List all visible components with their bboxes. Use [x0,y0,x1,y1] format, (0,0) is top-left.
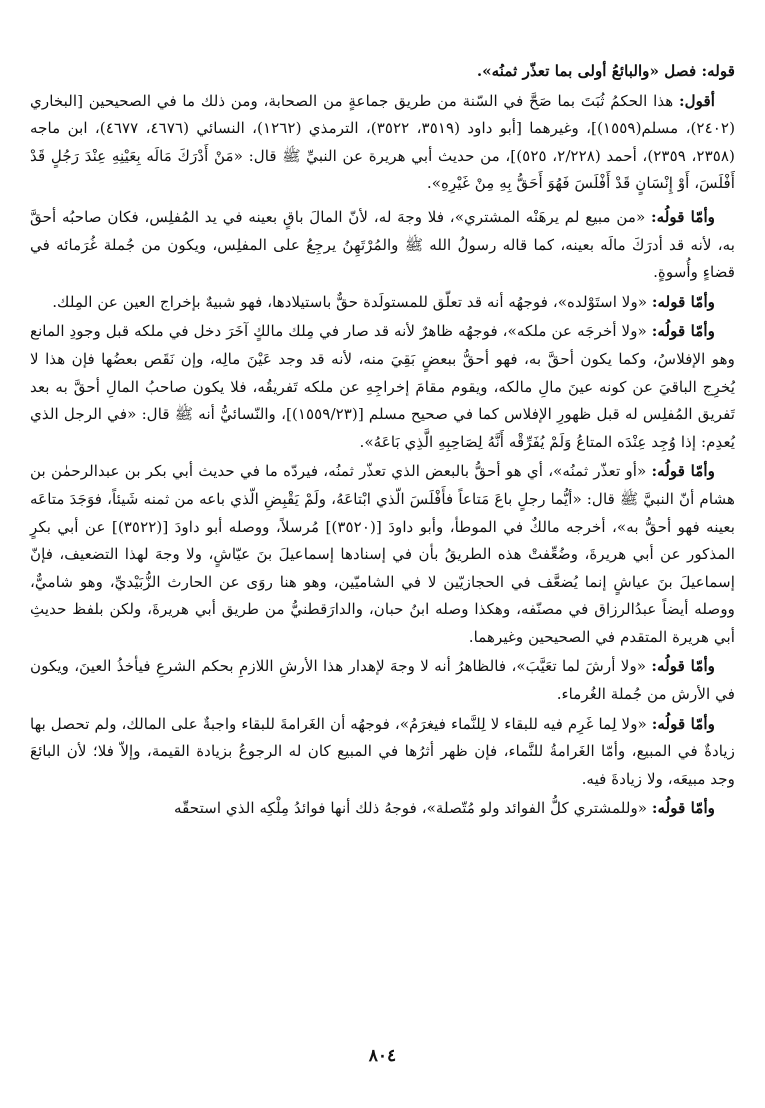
paragraph-4 [30,318,735,456]
paragraph-text: «وللمشتري كلُّ الفوائد ولو مُتّصلة»، فوجهُ ذلك أنها فوائدُ مِلْكِه الذي استحقّه [173,799,652,818]
paragraph-lead: وأمّا قولُه: [651,462,715,481]
paragraph-lead: وأمّا قولُه: [651,657,716,676]
paragraph-heading-line [30,58,735,86]
paragraph-text: «ولا استَوْلده»، فوجهُه أنه قد تعلّق للمستولَدة حقٌّ باستيلادها، فهو شبيهٌ بإخراج العين عن المِلك. [52,292,652,311]
paragraph-text: «ولا أرشَ لما تعَيَّبَ»، فالظاهرُ أنه لا وجهَ لإهدار هذا الأرشِ اللازمِ بحكم الشرعِ فيأخذُ العينَ، ويكون في الأرش من جُملة الغُرماء. [30,657,735,704]
paragraph-lead: أقول: [679,91,715,110]
page-number: ٨٠٤ [368,1046,397,1066]
paragraph-lead: وأمّا قولُه: [651,799,715,818]
paragraph-2 [30,204,735,287]
paragraph-3 [30,289,735,317]
paragraph-text: هذا الحكمُ ثُبَتَ بما صَحَّ في السّنة من طريق جماعةٍ من الصحابة، ومن ذلك ما في الصحيحين [البخاري (٢٤٠٢)، مسلم(١٥٥٩)]، وغيرهما [أبو داود (٣٥١٩، ٣٥٢٢)، الترمذي (١٢٦٢)، النسائي (٤٦٧٦، ٤٦٧٧)، ابن ماجه (٢٣٥٨، ٢٣٥٩)، أحمد (٢/٢٢٨، ٥٢٥)]، من حديث أبي هريرة عن النبيِّ ﷺ قال: «مَنْ أَدْرَكَ مَالَه بِعَيْنِهِ عِنْدَ رَجُلٍ قَدْ أَفْلَسَ، أَوْ إِنْسَانٍ قَدْ أَفْلَسَ فَهُوَ أَحَقُّ بِهِ مِنْ غَيْرِهِ». [30,91,735,193]
paragraph-text: فصل «والبائعُ أولى بما تعذّر ثمنُه». [476,62,702,80]
paragraph-text: «ولا أخرجَه عن ملكه»، فوجهُه ظاهرٌ لأنه قد صار في مِلك مالكٍ آخَرَ دخل في ملكه قبل وجودِ المانع وهو الإفلاسُ، وكما يكون أحقَّ به، فهو أحقُّ ببعضٍ بَقِيَ منه، لأنه قد وجد عَيْنَ مالِه، وإن نَقَص بعضُها فإن هذا لا يُخرِج الباقيَ عن كونه عينَ مالِ مالكه، ويقوم مقامَ إخراجِهِ عن ملكه تَفريقُه، فلا يكون صاحبُ المالِ أحقَّ به بعد تَفريق المُفلِس له قبل ظهورِ الإفلاس كما في صحيح مسلم [(١٥٥٩/٢٣)]، والنّسائيُّ أنه ﷺ قال: «في الرجل الذي يُعدِم: إذا وُجِد عِنْدَه المتاعُ وَلَمْ يُفَرِّقْه أَنَّهُ لِصَاحِبِهِ الَّذِي بَاعَهُ». [30,322,735,451]
paragraph-text: «من مبيع لم يرهَنْه المشتري»، فلا وجهَ له، لأنّ المالَ باقٍ بعينه في يد المُفلِس، فكان صاحبُه أحقَّ به، لأنه قد أدرَكَ مالَه بعينه، كما قاله رسولُ الله ﷺ والمُرْتَهِنُ يرجِعُ على المفلِس، ويكون من جُملة غُرَمائه في قضاءٍ وأُسوةٍ. [30,207,735,282]
paragraph-7 [30,711,735,794]
paragraph-lead: وأمّا قولُه: [651,207,716,226]
paragraph-lead: وأمّا قولُه: [651,322,715,341]
paragraph-text: «ولا لِما غَرِم فيه للبقاء لا لِلنَّماء فيغرَمُ»، فوجهُه أن الغَرامةَ للبقاء واجبةٌ على المالك، ولم تحصل بها زيادةٌ في المبيع، وأمّا الغَرامةُ للنَّماء، فإن ظهر أثرُها في المبيع كان له الرجوعُ بزيادة القيمة، وإلاّ فلا؛ لأن البائعَ وجد مبيعَه، ولا زيادةَ فيه. [30,714,735,788]
paragraph-lead: وأمّا قوله: [651,292,715,311]
paragraph-text: «أو تعذّر ثمنُه»، أي هو أحقُّ بالبعض الذي تعذّر ثمنُه، فيردّه ما في حديث أبي بكر بن عبدالرحمٰن بن هشام أنّ النبيَّ ﷺ قال: «أيُّما رجلٍ باعَ مَتاعاً فأَفْلَسَ الّذي ابْتاعَهُ، ولَمْ يَقْبِضِ الّذي باعه من ثمنه شَيئاً، فوَجَدَ متاعَه بعينه فهو أحقُّ به»، أخرجه مالكٌ في الموطأ، وأبو داودَ [(٣٥٢٠)] مُرسلاً، ووصله أبو داودَ [(٣٥٢٢)] عن أبي بكرٍ المذكور عن أبي هريرةَ، وضُعِّفتْ هذه الطريقُ بأن في إسنادها إسماعيلَ بنَ عيّاشٍ، ولا وجهَ لهذا التضعيف، فإنّ إسماعيلَ بنَ عياشٍ إنما يُضعَّف في الحجازيّين لا في الشاميّين، وهو هنا روَى عن الحارث الزُّبَيْديِّ، وهو شاميٌّ، ووصله أيضاً عبدُالرزاق في مصنّفه، وهكذا وصله ابنُ حبان، والدارَقطنيُّ من طريق أبي هريرةَ، ولكن بلفظ حديثِ أبي هريرة المتقدم في الصحيحين وغيرهما. [30,462,735,646]
paragraph-lead: قوله: [701,62,735,80]
paragraph-8 [30,795,735,823]
paragraph-lead: وأمّا قولُه: [651,714,715,733]
paragraph-1 [30,88,735,198]
paragraph-5 [30,458,735,651]
page-text [30,58,735,823]
paragraph-6 [30,653,735,708]
